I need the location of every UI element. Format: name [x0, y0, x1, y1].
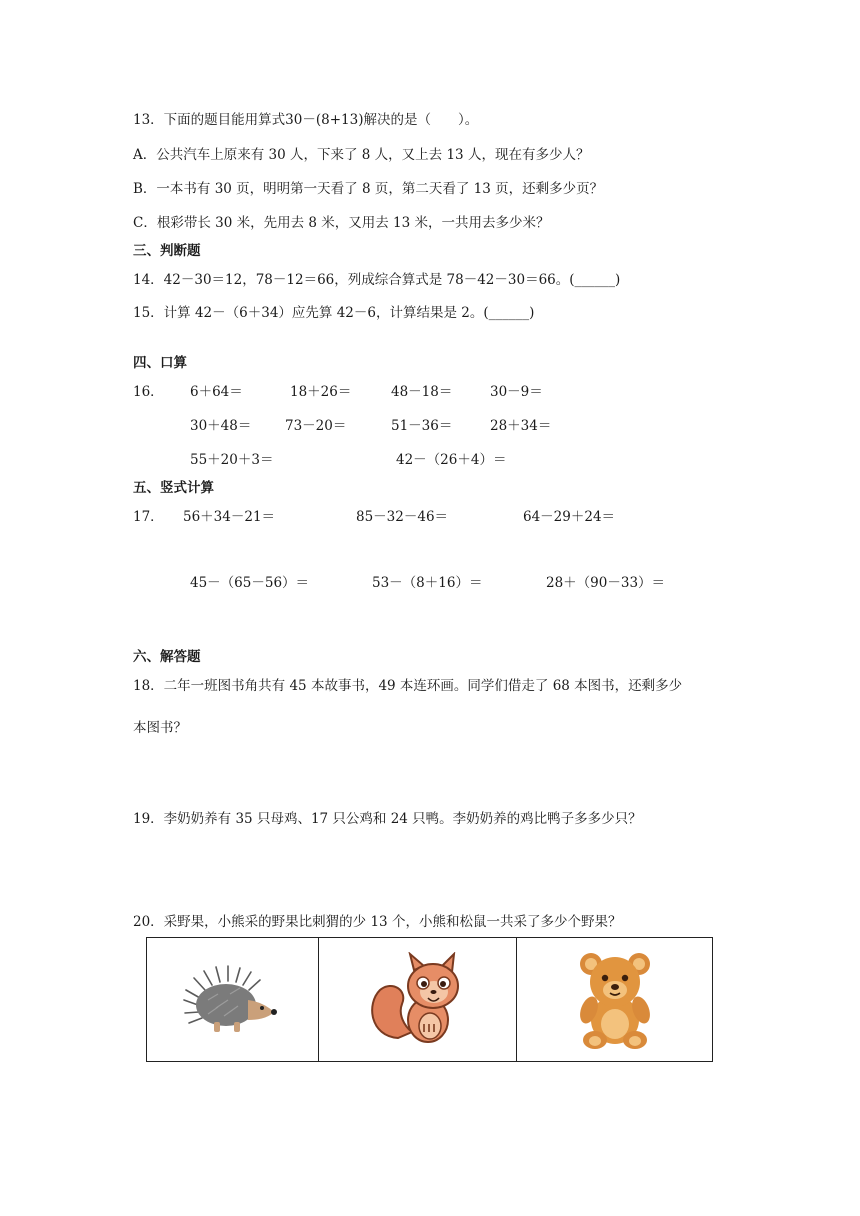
q13-stem: 13．下面的题目能用算式30－(8+13)解决的是（ ）。	[133, 112, 479, 128]
section-title-vertical: 五、竖式计算	[133, 480, 214, 496]
q17-item: 53－（8＋16）＝	[372, 575, 483, 591]
q20-text: 20．采野果，小熊采的野果比刺猬的少 13 个，小熊和松鼠一共采了多少个野果？	[133, 914, 622, 930]
q18-line2: 本图书？	[133, 720, 187, 736]
q16-number: 16．	[133, 384, 164, 400]
animal-picture-table	[146, 937, 713, 1062]
q16-item: 6＋64＝	[190, 384, 243, 400]
q13-option-c: C．根彩带长 30 米，先用去 8 米，又用去 13 米，一共用去多少米？	[133, 215, 550, 231]
table-cell-squirrel	[318, 938, 516, 1061]
q17-item: 64－29＋24＝	[523, 509, 616, 525]
q16-item: 48－18＝	[391, 384, 453, 400]
table-cell-bear	[516, 938, 712, 1061]
q16-item: 18＋26＝	[290, 384, 352, 400]
q16-item: 55＋20＋3＝	[190, 452, 274, 468]
q17-item: 45－（65－56）＝	[190, 575, 310, 591]
q13-option-a: A．公共汽车上原来有 30 人，下来了 8 人，又上去 13 人，现在有多少人？	[133, 147, 590, 163]
q16-item: 51－36＝	[391, 418, 453, 434]
squirrel-icon	[368, 952, 468, 1048]
section-title-word-problems: 六、解答题	[133, 649, 201, 665]
q17-number: 17．	[133, 509, 164, 525]
q17-item: 85－32－46＝	[356, 509, 449, 525]
q16-item: 73－20＝	[285, 418, 347, 434]
q17-item: 56＋34－21＝	[183, 509, 276, 525]
section-title-oral: 四、口算	[133, 355, 187, 371]
q16-item: 42－（26＋4）＝	[396, 452, 507, 468]
q18-line1: 18．二年一班图书角共有 45 本故事书，49 本连环画。同学们借走了 68 本图书，还剩多少	[133, 678, 683, 694]
q13-option-b: B．一本书有 30 页，明明第一天看了 8 页，第二天看了 13 页，还剩多少页？	[133, 181, 604, 197]
q17-item: 28＋（90－33）＝	[546, 575, 666, 591]
section-title-judgement: 三、判断题	[133, 243, 201, 259]
table-cell-hedgehog	[147, 938, 318, 1061]
q16-item: 30＋48＝	[190, 418, 252, 434]
teddy-bear-icon	[573, 950, 657, 1050]
q19-text: 19．李奶奶养有 35 只母鸡、17 只公鸡和 24 只鸭。李奶奶养的鸡比鸭子多多少只？	[133, 811, 642, 827]
q16-item: 28＋34＝	[490, 418, 552, 434]
q14-text: 14．42－30＝12，78－12＝66，列成综合算式是 78－42－30＝66。(______)	[133, 272, 621, 288]
q15-text: 15．计算 42－（6＋34）应先算 42－6，计算结果是 2。(______)	[133, 305, 535, 321]
hedgehog-icon	[178, 960, 288, 1040]
q16-item: 30－9＝	[490, 384, 543, 400]
